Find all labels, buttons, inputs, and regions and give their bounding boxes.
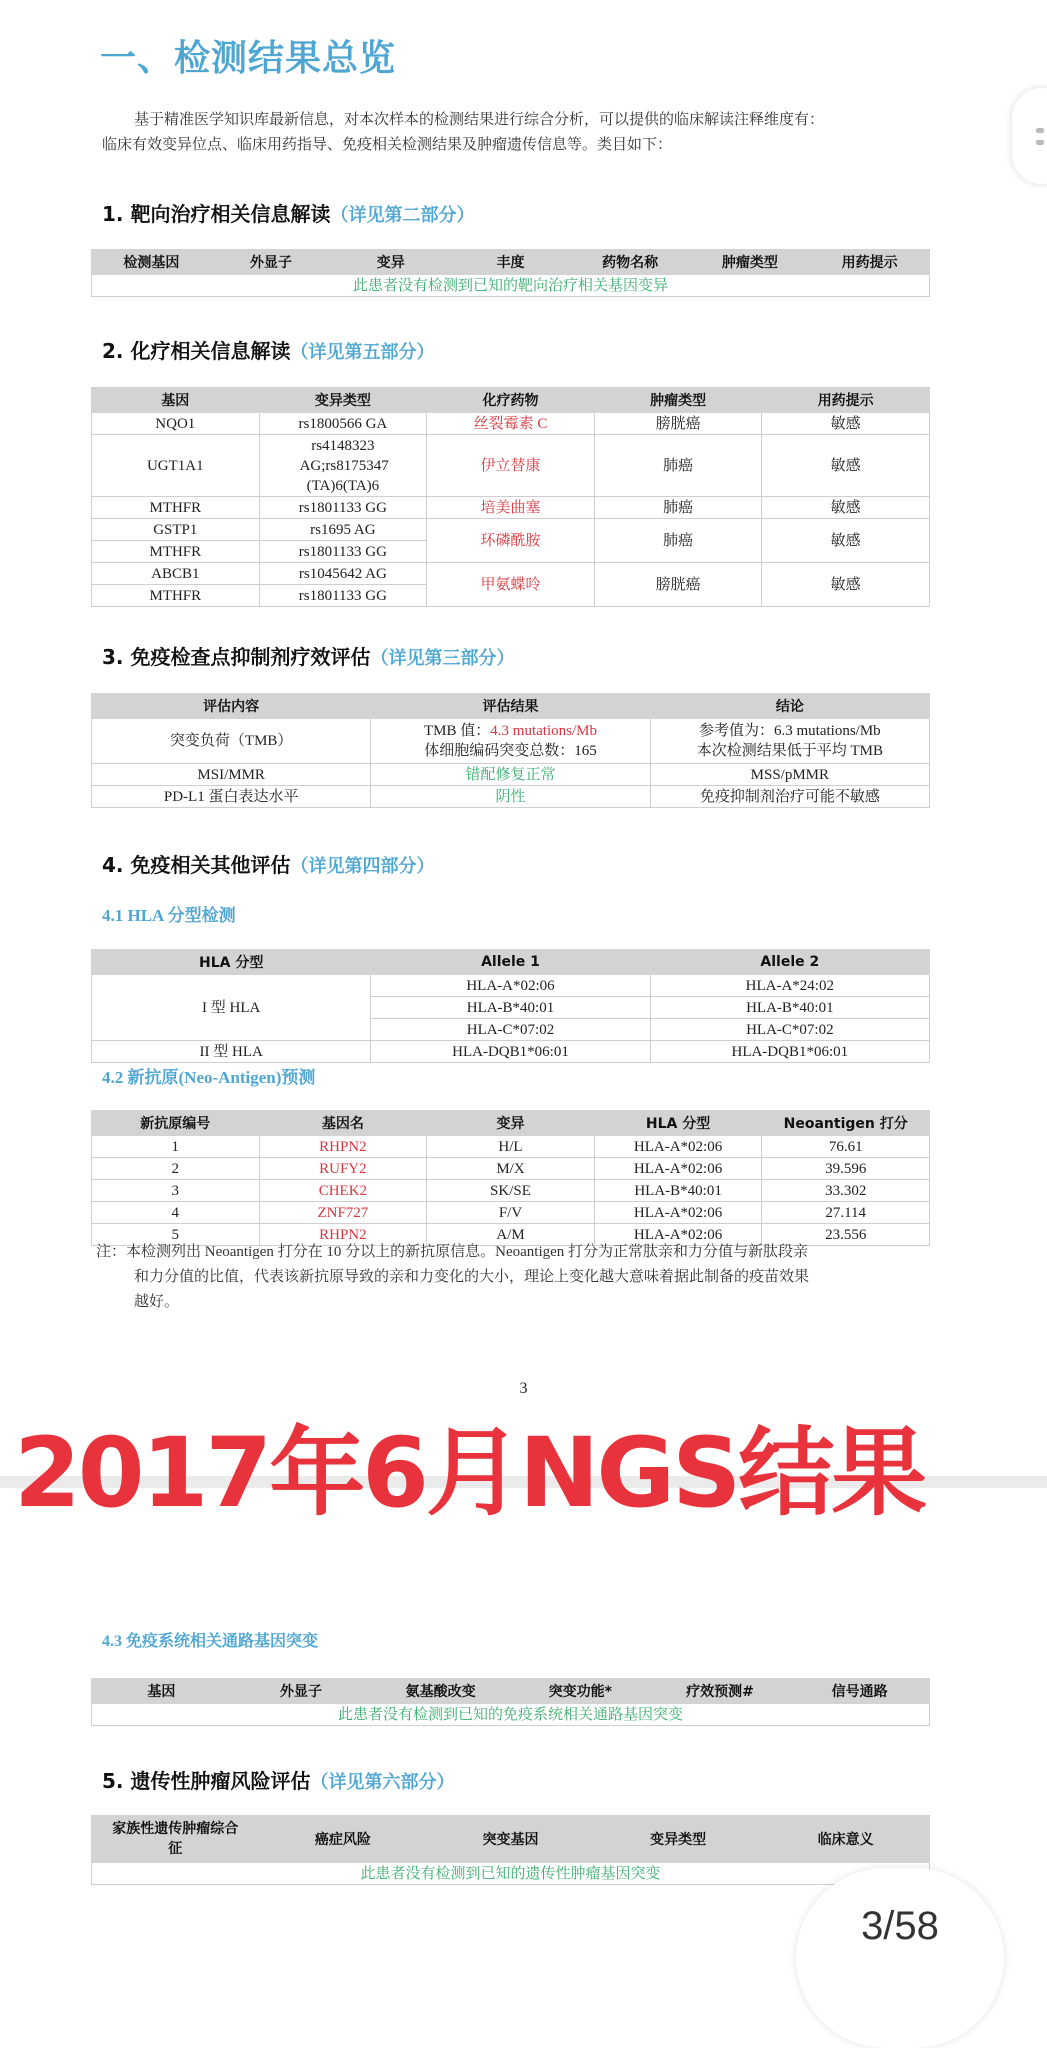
col-header: 临床意义 [762,1816,930,1863]
tmb-conclusion [650,719,929,764]
gene: CHEK2 [259,1180,427,1202]
col-header: 评估结果 [371,694,650,719]
gene: UGT1A1 [92,435,260,497]
section-1-heading [102,198,474,227]
variant: F/V [427,1202,595,1224]
drug-hint: 敏感 [762,519,930,563]
page-title: 一、检测结果总览 [100,38,397,79]
table-header [92,388,930,413]
neo-id: 1 [92,1136,260,1158]
neo-id: 4 [92,1202,260,1224]
section-5-title: 5. 遗传性肿瘤风险评估 [102,1769,311,1793]
col-header: Neoantigen 打分 [762,1111,930,1136]
tmb-conclusion-text: 本次检测结果低于平均 TMB [696,743,883,759]
section-2-title: 2. 化疗相关信息解读 [102,339,291,363]
variant: SK/SE [427,1180,595,1202]
variant: rs4148323 AG;rs8175347 (TA)6(TA)6 [259,435,427,497]
hereditary-risk-table [91,1815,930,1885]
note-line-3: 越好。 [134,1294,180,1310]
col-header: HLA 分型 [594,1111,762,1136]
gene: RHPN2 [259,1136,427,1158]
col-header: 评估内容 [92,694,371,719]
col-header: 化疗药物 [427,388,595,413]
table-row [92,719,930,764]
gene: GSTP1 [92,519,260,541]
section-5-ref: （详见第六部分） [310,1772,455,1793]
table-row [92,1202,930,1224]
table-header [92,1111,930,1136]
table-header [92,950,930,975]
section-2-heading [102,335,434,364]
score: 33.302 [762,1180,930,1202]
col-header: 肿瘤类型 [690,250,810,275]
section-4-heading [102,849,434,878]
col-header: 基因 [92,1679,232,1704]
table-header [92,1816,930,1863]
col-header: 突变功能* [510,1679,650,1704]
intro-paragraph [102,108,942,158]
hla-type: HLA-A*02:06 [594,1202,762,1224]
neoantigen-heading: 4.2 新抗原(Neo-Antigen)预测 [102,1068,316,1087]
empty-result: 此患者没有检测到已知的靶向治疗相关基因变异 [92,275,930,297]
drug: 甲氨蝶呤 [427,563,595,607]
gene: MTHFR [92,585,260,607]
gene: MTHFR [92,497,260,519]
variant: A/M [427,1224,595,1246]
gene: RUFY2 [259,1158,427,1180]
allele-2: HLA-DQB1*06:01 [650,1041,929,1063]
drug-hint: 敏感 [762,563,930,607]
col-header: 家族性遗传肿瘤综合征 [92,1816,260,1863]
neo-id: 5 [92,1224,260,1246]
gene: ABCB1 [92,563,260,585]
note-line-2: 和力分值的比值，代表该新抗原导致的亲和力变化的大小，理论上变化越大意味着据此制备的疫苗效果 [134,1269,810,1285]
variant: rs1045642 AG [259,563,427,585]
page-indicator-text: 3/58 [861,1904,939,1948]
col-header: 用药提示 [810,250,930,275]
tumor-type: 膀胱癌 [594,563,762,607]
hla-type: HLA-A*02:06 [594,1158,762,1180]
col-header: HLA 分型 [92,950,371,975]
section-3-heading [102,641,514,670]
allele-2: HLA-B*40:01 [650,997,929,1019]
allele-1: HLA-A*02:06 [371,975,650,997]
hla-class: II 型 HLA [92,1041,371,1063]
col-header: 信号通路 [790,1679,930,1704]
allele-2: HLA-A*24:02 [650,975,929,997]
msi-conclusion: MSS/pMMR [650,764,929,786]
variant: rs1695 AG [259,519,427,541]
table-header [92,1679,930,1704]
table-row [92,435,930,497]
col-header: 氨基酸改变 [371,1679,511,1704]
tumor-type: 肺癌 [594,497,762,519]
hla-table [91,949,930,1063]
neoantigen-note [96,1240,946,1315]
section-5-heading [102,1765,454,1794]
col-header: 基因名 [259,1111,427,1136]
section-1-ref: （详见第二部分） [330,205,475,226]
scroll-handle[interactable] [1012,88,1047,184]
col-header: 基因 [92,388,260,413]
variant: rs1800566 GA [259,413,427,435]
section-3-ref: （详见第三部分） [370,648,515,669]
col-header: 变异类型 [594,1816,762,1863]
table-row [92,1136,930,1158]
col-header: 用药提示 [762,388,930,413]
col-header: 外显子 [231,1679,371,1704]
score: 27.114 [762,1202,930,1224]
page-indicator [796,1868,1004,2048]
hla-type: HLA-A*02:06 [594,1136,762,1158]
intro-line-2: 临床有效变异位点、临床用药指导、免疫相关检测结果及肿瘤遗传信息等。类目如下： [102,137,673,153]
drug: 伊立替康 [427,435,595,497]
section-4-title: 4. 免疫相关其他评估 [102,853,291,877]
tmb-value: 4.3 mutations/Mb [490,723,597,739]
col-header: Allele 1 [371,950,650,975]
table-row [92,764,930,786]
immune-pathway-table [91,1678,930,1726]
table-row [92,1180,930,1202]
col-header: 变异 [331,250,451,275]
variant: rs1801133 GG [259,497,427,519]
pdl1-conclusion: 免疫抑制剂治疗可能不敏感 [650,786,929,808]
drug: 培美曲塞 [427,497,595,519]
tumor-type: 膀胱癌 [594,413,762,435]
drug: 丝裂霉素 C [427,413,595,435]
col-header: 突变基因 [427,1816,595,1863]
col-header: 变异类型 [259,388,427,413]
drug-hint: 敏感 [762,497,930,519]
note-line-1: 注：本检测列出 Neoantigen 打分在 10 分以上的新抗原信息。Neoantigen 打分为正常肽亲和力分值与新肽段亲 [96,1244,809,1260]
tmb-label: TMB 值： [424,723,491,739]
allele-2: HLA-C*07:02 [650,1019,929,1041]
variant: H/L [427,1136,595,1158]
hla-heading: 4.1 HLA 分型检测 [102,906,236,925]
tumor-type: 肺癌 [594,435,762,497]
immune-checkpoint-table [91,693,930,808]
empty-result: 此患者没有检测到已知的免疫系统相关通路基因突变 [92,1704,930,1726]
msi-item: MSI/MMR [92,764,371,786]
col-header: 变异 [427,1111,595,1136]
col-header: 疗效预测# [650,1679,790,1704]
pdl1-item: PD-L1 蛋白表达水平 [92,786,371,808]
gene: MTHFR [92,541,260,563]
table-row [92,975,930,997]
allele-1: HLA-C*07:02 [371,1019,650,1041]
neo-id: 2 [92,1158,260,1180]
gene: NQO1 [92,413,260,435]
table-row [92,1158,930,1180]
hla-type: HLA-A*02:06 [594,1224,762,1246]
col-header: 癌症风险 [259,1816,427,1863]
score: 39.596 [762,1158,930,1180]
col-header: 结论 [650,694,929,719]
allele-1: HLA-B*40:01 [371,997,650,1019]
hla-type: HLA-B*40:01 [594,1180,762,1202]
section-4-ref: （详见第四部分） [290,856,435,877]
table-row [92,1863,930,1885]
col-header: 检测基因 [92,250,212,275]
empty-result: 此患者没有检测到已知的遗传性肿瘤基因突变 [92,1863,930,1885]
chemotherapy-table [91,387,930,607]
drug-hint: 敏感 [762,413,930,435]
hla-class: I 型 HLA [92,975,371,1041]
msi-result: 错配修复正常 [371,764,650,786]
table-row [92,497,930,519]
intro-line-1: 基于精准医学知识库最新信息，对本次样本的检测结果进行综合分析，可以提供的临床解读注释维度有： [134,112,825,128]
table-row [92,563,930,585]
allele-1: HLA-DQB1*06:01 [371,1041,650,1063]
variant: M/X [427,1158,595,1180]
table-row [92,1704,930,1726]
table-row [92,786,930,808]
score: 76.61 [762,1136,930,1158]
targeted-therapy-table [91,249,930,297]
drug-hint: 敏感 [762,435,930,497]
neo-id: 3 [92,1180,260,1202]
col-header: Allele 2 [650,950,929,975]
page-number: 3 [519,1380,528,1397]
table-row [92,1041,930,1063]
table-row [92,275,930,297]
gene: ZNF727 [259,1202,427,1224]
tmb-item: 突变负荷（TMB） [92,719,371,764]
tumor-type: 肺癌 [594,519,762,563]
col-header: 药物名称 [570,250,690,275]
section-1-title: 1. 靶向治疗相关信息解读 [102,202,331,226]
col-header: 新抗原编号 [92,1111,260,1136]
overlay-caption: 2017年6月NGS结果 [14,1417,925,1529]
variant: rs1801133 GG [259,541,427,563]
col-header: 肿瘤类型 [594,388,762,413]
table-row [92,519,930,541]
neoantigen-table [91,1110,930,1246]
drug: 环磷酰胺 [427,519,595,563]
score: 23.556 [762,1224,930,1246]
gene: RHPN2 [259,1224,427,1246]
section-2-ref: （详见第五部分） [290,342,435,363]
table-row [92,413,930,435]
pathway-heading: 4.3 免疫系统相关通路基因突变 [102,1633,319,1650]
col-header: 外显子 [211,250,331,275]
pdl1-result: 阴性 [371,786,650,808]
section-3-title: 3. 免疫检查点抑制剂疗效评估 [102,645,371,669]
tmb-result [371,719,650,764]
table-header [92,250,930,275]
table-header [92,694,930,719]
tmb-reference: 参考值为：6.3 mutations/Mb [698,723,881,739]
mutation-count: 体细胞编码突变总数：165 [424,743,597,759]
col-header: 丰度 [451,250,571,275]
variant: rs1801133 GG [259,585,427,607]
